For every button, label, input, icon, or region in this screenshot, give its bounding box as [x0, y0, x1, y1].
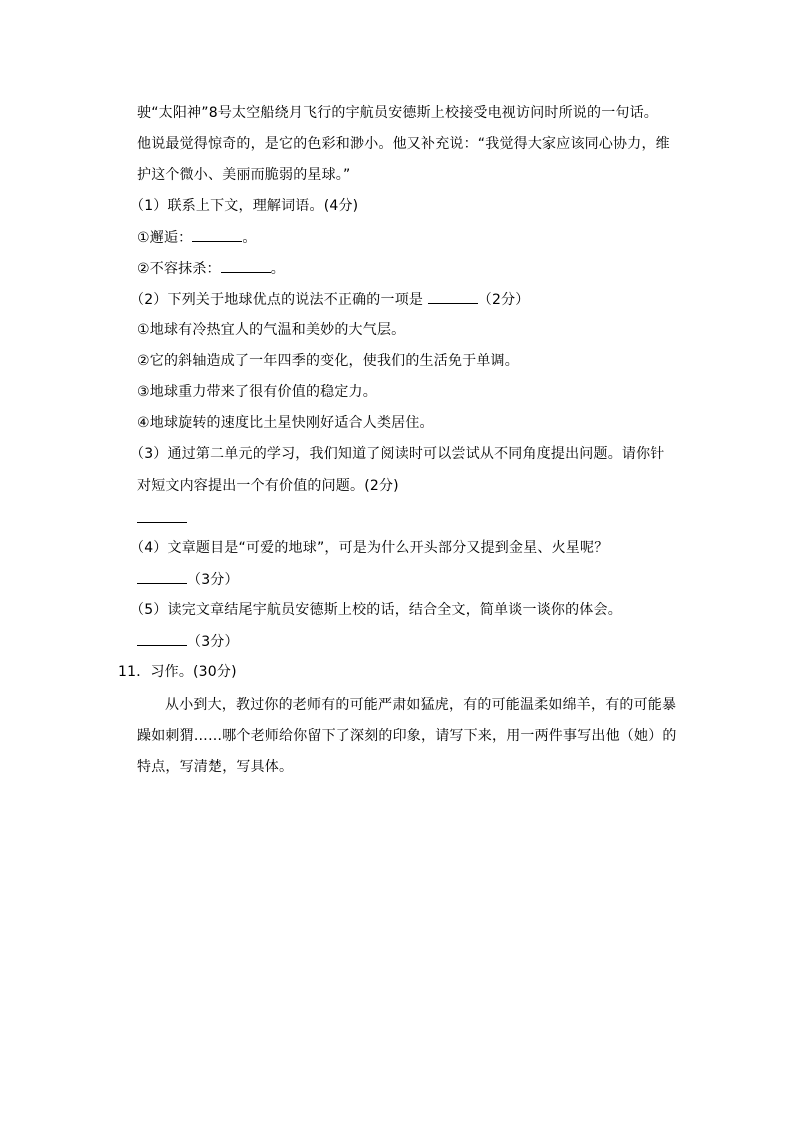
passage-line: 驶“太阳神”8号太空船绕月飞行的宇航员安德斯上校接受电视访问时所说的一句话。 [137, 105, 659, 121]
q5-answer [137, 631, 239, 652]
q4-score: （3分） [187, 572, 239, 588]
q5-prompt: （5）读完文章结尾宇航员安德斯上校的话，结合全文，简单谈一谈你的体会。 [130, 602, 622, 618]
answer-blank[interactable] [137, 508, 187, 523]
passage-line: 他说最觉得惊奇的，是它的色彩和渺小。他又补充说：“我觉得大家应该同心协力，维 [137, 136, 670, 152]
q2-option-3: ③地球重力带来了很有价值的稳定力。 [137, 384, 377, 400]
q1-item-2-suffix: 。 [270, 261, 285, 277]
q3-prompt-line2: 对短文内容提出一个有价值的问题。(2分) [137, 478, 399, 494]
q1-item-1-suffix: 。 [242, 230, 257, 246]
answer-blank[interactable] [428, 289, 478, 304]
q1-prompt: （1）联系上下文，理解词语。(4分) [130, 198, 359, 214]
q11-line: 特点，写清楚，写具体。 [137, 759, 294, 775]
answer-blank[interactable] [137, 631, 187, 646]
q2-option-1: ①地球有冷热宜人的气温和美妙的大气层。 [137, 322, 406, 338]
passage-line: 护这个微小、美丽而脆弱的星球。” [137, 167, 351, 183]
q2-prompt-text: （2）下列关于地球优点的说法不正确的一项是 [130, 292, 428, 308]
q2-score: （2分） [477, 292, 530, 308]
q2-option-2: ②它的斜轴造成了一年四季的变化，使我们的生活免于单调。 [137, 353, 519, 369]
q11-line: 躁如刺猬……哪个老师给你留下了深刻的印象，请写下来，用一两件事写出他（她）的 [137, 728, 677, 744]
answer-blank[interactable] [221, 258, 271, 273]
q4-answer [137, 569, 239, 590]
q4-prompt: （4）文章题目是“可爱的地球”，可是为什么开头部分又提到金星、火星呢？ [130, 540, 609, 556]
q1-item-1-label: ①邂逅： [137, 230, 193, 246]
q1-item-2 [137, 258, 285, 279]
q1-item-1 [137, 227, 257, 248]
q2-option-4: ④地球旋转的速度比土星快刚好适合人类居住。 [137, 415, 434, 431]
q2-prompt [130, 289, 529, 310]
answer-blank[interactable] [192, 227, 242, 242]
q1-item-2-label: ②不容抹杀： [137, 261, 221, 277]
q3-answer [137, 508, 187, 529]
q3-prompt-line1: （3）通过第二单元的学习，我们知道了阅读时可以尝试从不同角度提出问题。请你针 [130, 446, 665, 462]
answer-blank[interactable] [137, 569, 187, 584]
q5-score: （3分） [187, 634, 239, 650]
q11-line: 从小到大，教过你的老师有的可能严肃如猛虎，有的可能温柔如绵羊，有的可能暴 [165, 697, 677, 713]
q11-heading: 11．习作。(30分) [118, 664, 237, 680]
